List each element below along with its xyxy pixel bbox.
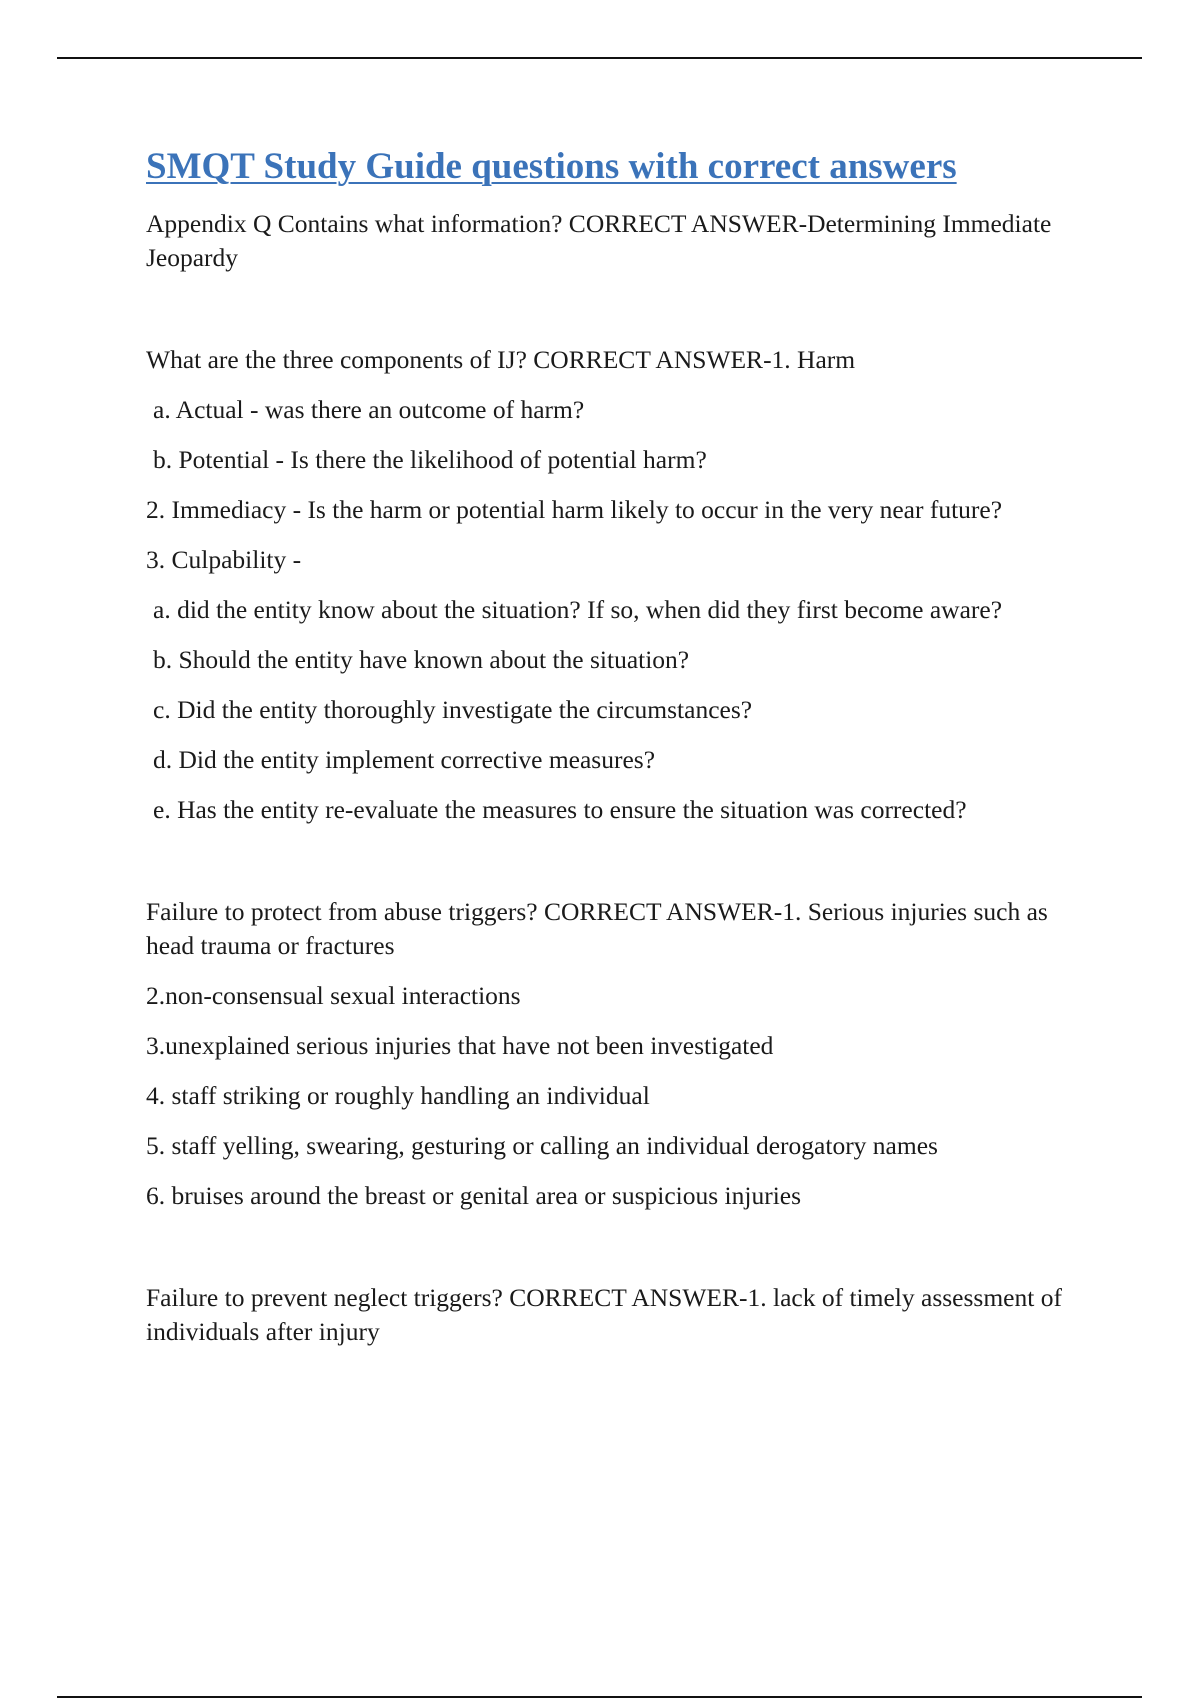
answer-line: 2.non-consensual sexual interactions [146,981,521,1010]
answer-line: e. Has the entity re-evaluate the measures to ensure the situation was corrected? [153,795,967,824]
answer-line: b. Potential - Is there the likelihood of potential harm? [153,445,707,474]
answer-line: 3. Culpability - [146,545,302,574]
answer-line: d. Did the entity implement corrective measures? [153,745,656,774]
answer-line: 2. Immediacy - Is the harm or potential harm likely to occur in the very near future? [146,495,1003,524]
question-appendix-q: Appendix Q Contains what information? CORRECT ANSWER-Determining Immediate Jeopardy [146,209,1052,272]
header-rule [57,57,1142,59]
answer-line: b. Should the entity have known about the situation? [153,645,690,674]
answer-line: a. Actual - was there an outcome of harm? [153,395,585,424]
question-abuse-triggers: Failure to protect from abuse triggers? CORRECT ANSWER-1. Serious injuries such as head trauma or fractures [146,897,1048,960]
document-body [146,142,1086,1365]
answer-line: 4. staff striking or roughly handling an individual [146,1081,650,1110]
footer-rule [57,1696,1142,1698]
answer-line: c. Did the entity thoroughly investigate the circumstances? [153,695,753,724]
answer-line: a. did the entity know about the situation? If so, when did they first become aware? [153,595,1003,624]
answer-line: 6. bruises around the breast or genital area or suspicious injuries [146,1181,802,1210]
question-neglect-triggers: Failure to prevent neglect triggers? CORRECT ANSWER-1. lack of timely assessment of individuals after injury [146,1283,1062,1346]
document-title[interactable]: SMQT Study Guide questions with correct answers [146,146,957,187]
answer-line: 3.unexplained serious injuries that have not been investigated [146,1031,774,1060]
answer-line: 5. staff yelling, swearing, gesturing or calling an individual derogatory names [146,1131,938,1160]
question-ij-components: What are the three components of IJ? CORRECT ANSWER-1. Harm [146,345,856,374]
